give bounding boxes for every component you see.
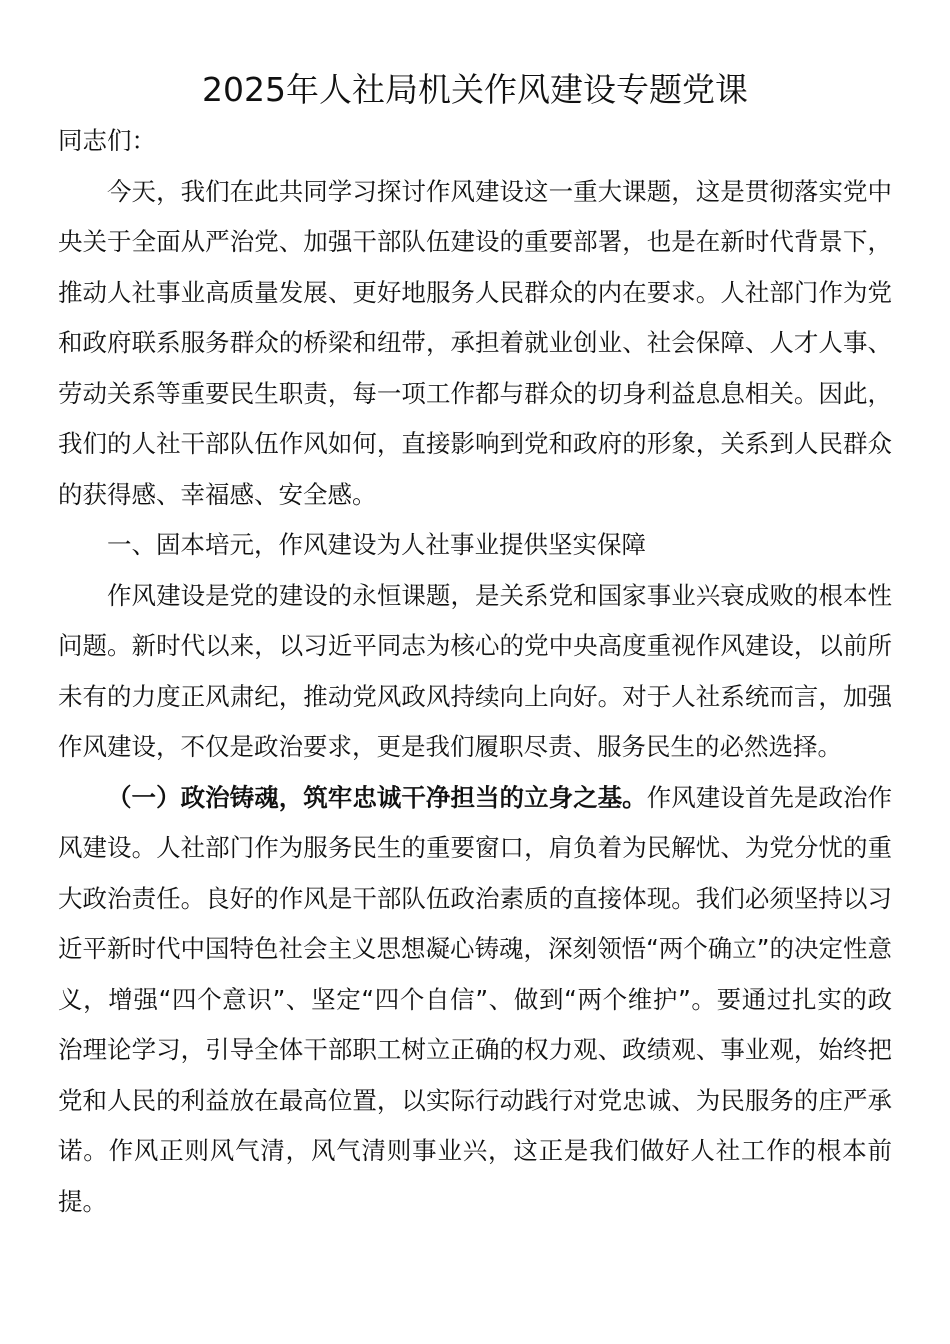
subsection-heading-1: （一）政治铸魂，筑牢忠诚干净担当的立身之基。 <box>107 782 647 812</box>
section-heading-1: 一、固本培元，作风建设为人社事业提供坚实保障 <box>107 530 646 559</box>
paragraph-section1-intro: 作风建设是党的建设的永恒课题，是关系党和国家事业兴衰成败的根本性问题。新时代以来，以习近平同志为核心的党中央高度重视作风建设，以前所未有的力度正风肃纪，推动党风政风持续向上向好。对于人社系统而言，加强作风建设，不仅是政治要求，更是我们履职尽责、服务民生的必然选择。 <box>58 580 892 761</box>
paragraph-subsection-1 <box>58 773 892 1228</box>
paragraph-intro: 今天，我们在此共同学习探讨作风建设这一重大课题，这是贯彻落实党中央关于全面从严治党、加强干部队伍建设的重要部署，也是在新时代背景下，推动人社事业高质量发展、更好地服务人民群众的内在要求。人社部门作为党和政府联系服务群众的桥梁和纽带，承担着就业创业、社会保障、人才人事、劳动关系等重要民生职责，每一项工作都与群众的切身利益息息相关。因此，我们的人社干部队伍作风如何，直接影响到党和政府的形象，关系到人民群众的获得感、幸福感、安全感。 <box>58 176 892 509</box>
document-title: 2025年人社局机关作风建设专题党课 <box>202 70 748 109</box>
document-body <box>58 116 892 1227</box>
salutation: 同志们： <box>58 126 156 155</box>
subsection-1-text: 作风建设首先是政治作风建设。人社部门作为服务民生的重要窗口，肩负着为民解忧、为党分忧的重大政治责任。良好的作风是干部队伍政治素质的直接体现。我们必须坚持以习近平新时代中国特色社会主义思想凝心铸魂，深刻领悟“两个确立”的决定性意义，增强“四个意识”、坚定“四个自信”、做到“两个维护”。要通过扎实的政治理论学习，引导全体干部职工树立正确的权力观、政绩观、事业观，始终把党和人民的利益放在最高位置，以实际行动践行对党忠诚、为民服务的庄严承诺。作风正则风气清，风气清则事业兴，这正是我们做好人社工作的根本前提。 <box>58 782 893 1216</box>
